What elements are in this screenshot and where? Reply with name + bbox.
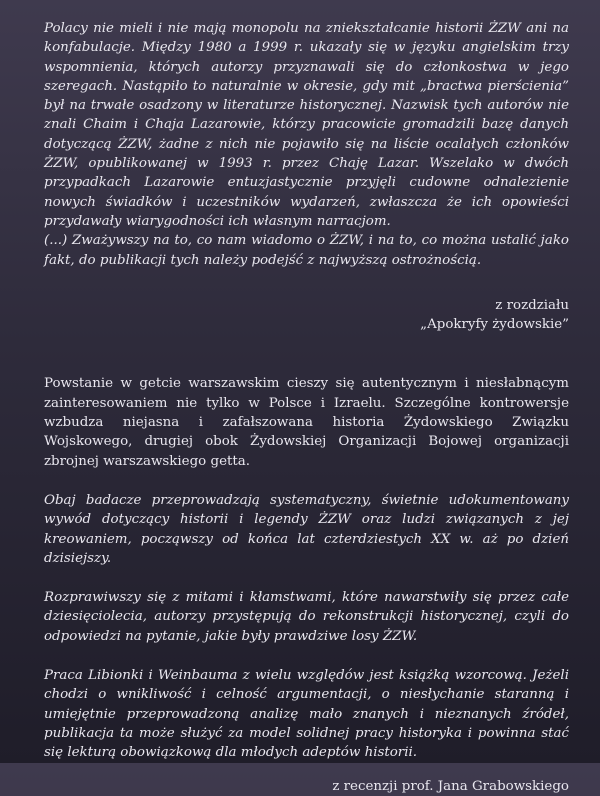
quote-paragraph-1: Polacy nie mieli i nie mają monopolu na zniekształcanie historii ŻZW ani na konfabulacje. Między 1980 a 1999 r. ukazały się w języku angielskim trzy wspomnienia, których autorzy przyznawali się do członkostwa w jego szeregach. Nastąpiło to naturalnie w okresie, gdy mit „bractwa pierścienia” był na trwałe osadzony w literaturze historycznej. Nazwisk tych autorów nie znali Chaim i Chaja Lazarowie, którzy pracowicie gromadzili bazę danych dotyczącą ŻZW, żadne z nich nie pojawiło się na liście ocalałych członków ŻZW, opublikowanej w 1993 r. przez Chaję Lazar. Wszelako w dwóch przypadkach Lazarowie entuzjastycznie przyjęli cudowne odnalezienie nowych świadków i uczestników wydarzeń, zwłaszcza że ich opowieści przydawały wiarygodności ich własnym narracjom.: [44, 21, 569, 229]
review-paragraph-3: Praca Libionki i Weinbauma z wielu względów jest książką wzorcową. Jeżeli chodzi o wnikliwość i celność argumentacji, o niesłychanie staranną i umiejętnie przeprowadzoną analizę mało znanych i nieznanych źródeł, publikacja ta może służyć za model solidnej pracy historyka i powinna stać się lekturą obowiązkową dla młodych adeptów historii.: [44, 668, 569, 761]
review-source: z recenzji prof. Jana Grabowskiego: [332, 778, 569, 794]
back-cover-text: [44, 19, 569, 796]
quote-paragraph-2: (...) Zważywszy na to, co nam wiadomo o ŻZW, i na to, co można ustalić jako fakt, do publikacji tych należy podejść z najwyższą ostrożnością.: [44, 233, 569, 268]
quote-source-line-2: „Apokryfy żydowskie”: [420, 317, 569, 333]
description-paragraph: Powstanie w getcie warszawskim cieszy się autentycznym i niesłabnącym zainteresowaniem nie tylko w Polsce i Izraelu. Szczególne kontrowersje wzbudza niejasna i zafałszowana historia Żydowskiego Związku Wojskowego, drugiej obok Żydowskiej Organizacji Bojowej organizacji zbrojnej warszawskiego getta.: [44, 376, 569, 469]
quote-source-line-1: z rozdziału: [495, 297, 569, 313]
review-paragraph-2: Rozprawiwszy się z mitami i kłamstwami, które nawarstwiły się przez całe dziesięciolecia, autorzy przystępują do rekonstrukcji historycznej, czyli do odpowiedzi na pytanie, jakie były prawdziwe losy ŻZW.: [44, 590, 569, 644]
review-paragraph-1: Obaj badacze przeprowadzają systematyczny, świetnie udokumentowany wywód dotyczący historii i legendy ŻZW oraz ludzi związanych z jej kreowaniem, począwszy od końca lat czterdziestych XX w. aż po dzień dzisiejszy.: [44, 492, 569, 566]
